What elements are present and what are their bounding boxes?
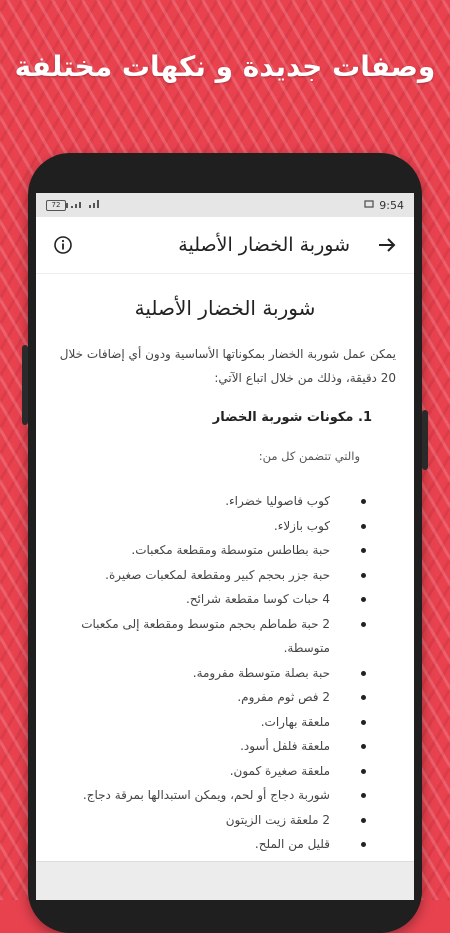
phone-side-button (22, 345, 28, 425)
list-item: ملعقة صغيرة كمون. (54, 759, 366, 784)
notification-icon (364, 199, 374, 212)
arrow-back-icon[interactable] (374, 232, 400, 258)
list-item: حبة بصلة متوسطة مفرومة. (54, 661, 366, 686)
list-item: 4 حبات كوسا مقطعة شرائح. (54, 587, 366, 612)
list-item: كوب بازلاء. (54, 514, 366, 539)
promo-title: وصفات جديدة و نكهات مختلفة (14, 50, 436, 83)
list-item: ملعقة بهارات. (54, 710, 366, 735)
article-content (36, 296, 414, 857)
app-bar (36, 217, 414, 274)
list-item: ملعقة فلفل أسود. (54, 734, 366, 759)
status-bar (36, 193, 414, 217)
list-item: قليل من الملح. (54, 832, 366, 857)
section-lead: والتي تتضمن كل من: (258, 449, 360, 463)
bottom-bar (36, 861, 414, 900)
list-item: شوربة دجاج أو لحم، ويمكن استبدالها بمرقة دجاج. (54, 783, 366, 808)
signal-icon (70, 199, 84, 212)
phone-screen (36, 193, 414, 900)
phone-side-button (422, 410, 428, 470)
list-item: حبة جزر بحجم كبير ومقطعة لمكعبات صغيرة. (54, 563, 366, 588)
app-bar-title: شوربة الخضار الأصلية (178, 234, 350, 256)
status-right (364, 199, 404, 212)
list-item: 2 ملعقة زيت الزيتون (54, 808, 366, 833)
list-item: حبة بطاطس متوسطة ومقطعة مكعبات. (54, 538, 366, 563)
article-title: شوربة الخضار الأصلية (134, 296, 316, 320)
info-icon[interactable] (50, 232, 76, 258)
article-intro: يمكن عمل شوربة الخضار بمكوناتها الأساسية ودون أي إضافات خلال 20 دقيقة، وذلك من خلال اتباع الآتي: (59, 347, 396, 385)
status-time: 9:54 (379, 198, 404, 212)
battery-icon (46, 200, 66, 211)
signal-icon (88, 199, 100, 212)
list-item: 2 حبة طماطم بحجم متوسط ومقطعة إلى مكعبات متوسطة. (54, 612, 366, 661)
status-left (46, 199, 100, 212)
list-item: 2 فص ثوم مفروم. (54, 685, 366, 710)
section-heading: 1. مكونات شوربة الخضار (212, 410, 372, 425)
list-item: كوب فاصوليا خضراء. (54, 489, 366, 514)
battery-level: 72 (51, 200, 61, 209)
ingredients-list (54, 489, 396, 857)
